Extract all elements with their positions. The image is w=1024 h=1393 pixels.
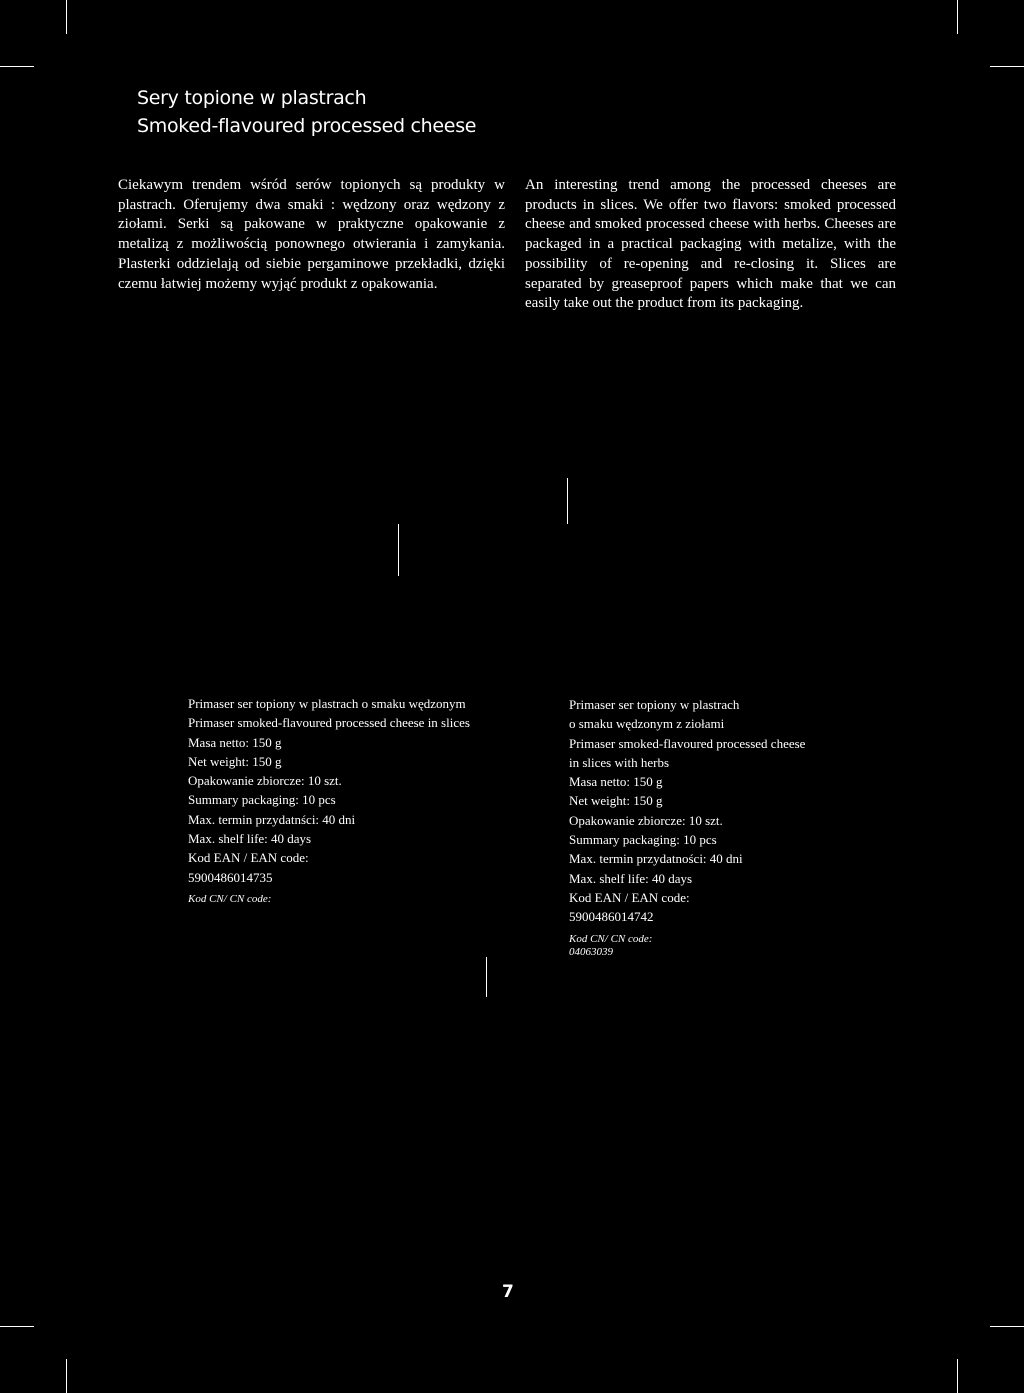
- crop-mark: [990, 66, 1024, 67]
- spec-line: Primaser smoked-flavoured processed cheese in slices: [188, 715, 470, 731]
- spec-line: in slices with herbs: [569, 754, 670, 770]
- crop-mark: [957, 0, 958, 34]
- cn-code-label: Kod CN/ CN code:: [188, 892, 272, 905]
- spec-line: Primaser ser topiony w plastrach o smaku wędzonym: [188, 696, 466, 711]
- page-number: 7: [502, 1282, 514, 1302]
- spec-line: Max. shelf life: 40 days: [569, 870, 693, 886]
- product-spec-smoked-herbs: [569, 695, 805, 959]
- divider-line: [567, 478, 568, 524]
- title-english: Smoked-flavoured processed cheese: [137, 115, 477, 137]
- intro-english: An interesting trend among the processed cheeses are products in slices. We offer two flavors: smoked processed cheese and smoked processed cheese with herbs. Cheeses are packaged in a practical packaging with metalize, with the possibility of re-opening and re-closing it. Slices are separated by greaseproof papers which make that we can easily take out the product from its packaging.: [525, 177, 896, 312]
- intro-polish: Ciekawym trendem wśród serów topionych są produkty w plastrach. Oferujemy dwa smaki : wędzony oraz wędzony z ziołami. Serki są pakowane w praktyczne opakowanie z metalizą z możliwością ponownego otwierania i zamykania. Plasterki oddzielają od siebie pergaminowe przekładki, dzięki czemu łatwiej możemy wyjąć produkt z opakowania.: [118, 177, 505, 292]
- spec-line: Max. termin przydatności: 40 dni: [569, 851, 743, 867]
- spec-line: Kod EAN / EAN code:: [188, 850, 309, 866]
- spec-line: Opakowanie zbiorcze: 10 szt.: [188, 773, 342, 789]
- spec-line: Summary packaging: 10 pcs: [188, 792, 336, 808]
- spec-line: Masa netto: 150 g: [569, 774, 663, 790]
- title-polish: Sery topione w plastrach: [137, 87, 367, 109]
- spec-line: Opakowanie zbiorcze: 10 szt.: [569, 812, 723, 828]
- ean-code: 5900486014742: [569, 909, 654, 925]
- spec-line: o smaku wędzonym z ziołami: [569, 716, 725, 732]
- crop-mark: [990, 1326, 1024, 1327]
- spec-line: Net weight: 150 g: [569, 793, 663, 809]
- cn-code-label: Kod CN/ CN code:: [569, 932, 653, 945]
- crop-mark: [66, 0, 67, 34]
- spec-line: Kod EAN / EAN code:: [569, 889, 690, 905]
- ean-code: 5900486014735: [188, 869, 273, 885]
- spec-line: Primaser smoked-flavoured processed cheese: [569, 735, 806, 751]
- spec-line: Primaser ser topiony w plastrach: [569, 697, 740, 712]
- page-title: [137, 84, 476, 140]
- divider-line: [486, 957, 487, 997]
- spec-line: Max. termin przydatnści: 40 dni: [188, 811, 356, 827]
- cn-code-value: 04063039: [569, 945, 613, 958]
- spec-line: Masa netto: 150 g: [188, 734, 282, 750]
- crop-mark: [957, 1359, 958, 1393]
- product-spec-smoked: [188, 694, 470, 906]
- crop-mark: [66, 1359, 67, 1393]
- spec-line: Net weight: 150 g: [188, 753, 282, 769]
- spec-line: Max. shelf life: 40 days: [188, 831, 312, 847]
- divider-line: [398, 524, 399, 576]
- crop-mark: [0, 66, 34, 67]
- spec-line: Summary packaging: 10 pcs: [569, 832, 717, 848]
- crop-mark: [0, 1326, 34, 1327]
